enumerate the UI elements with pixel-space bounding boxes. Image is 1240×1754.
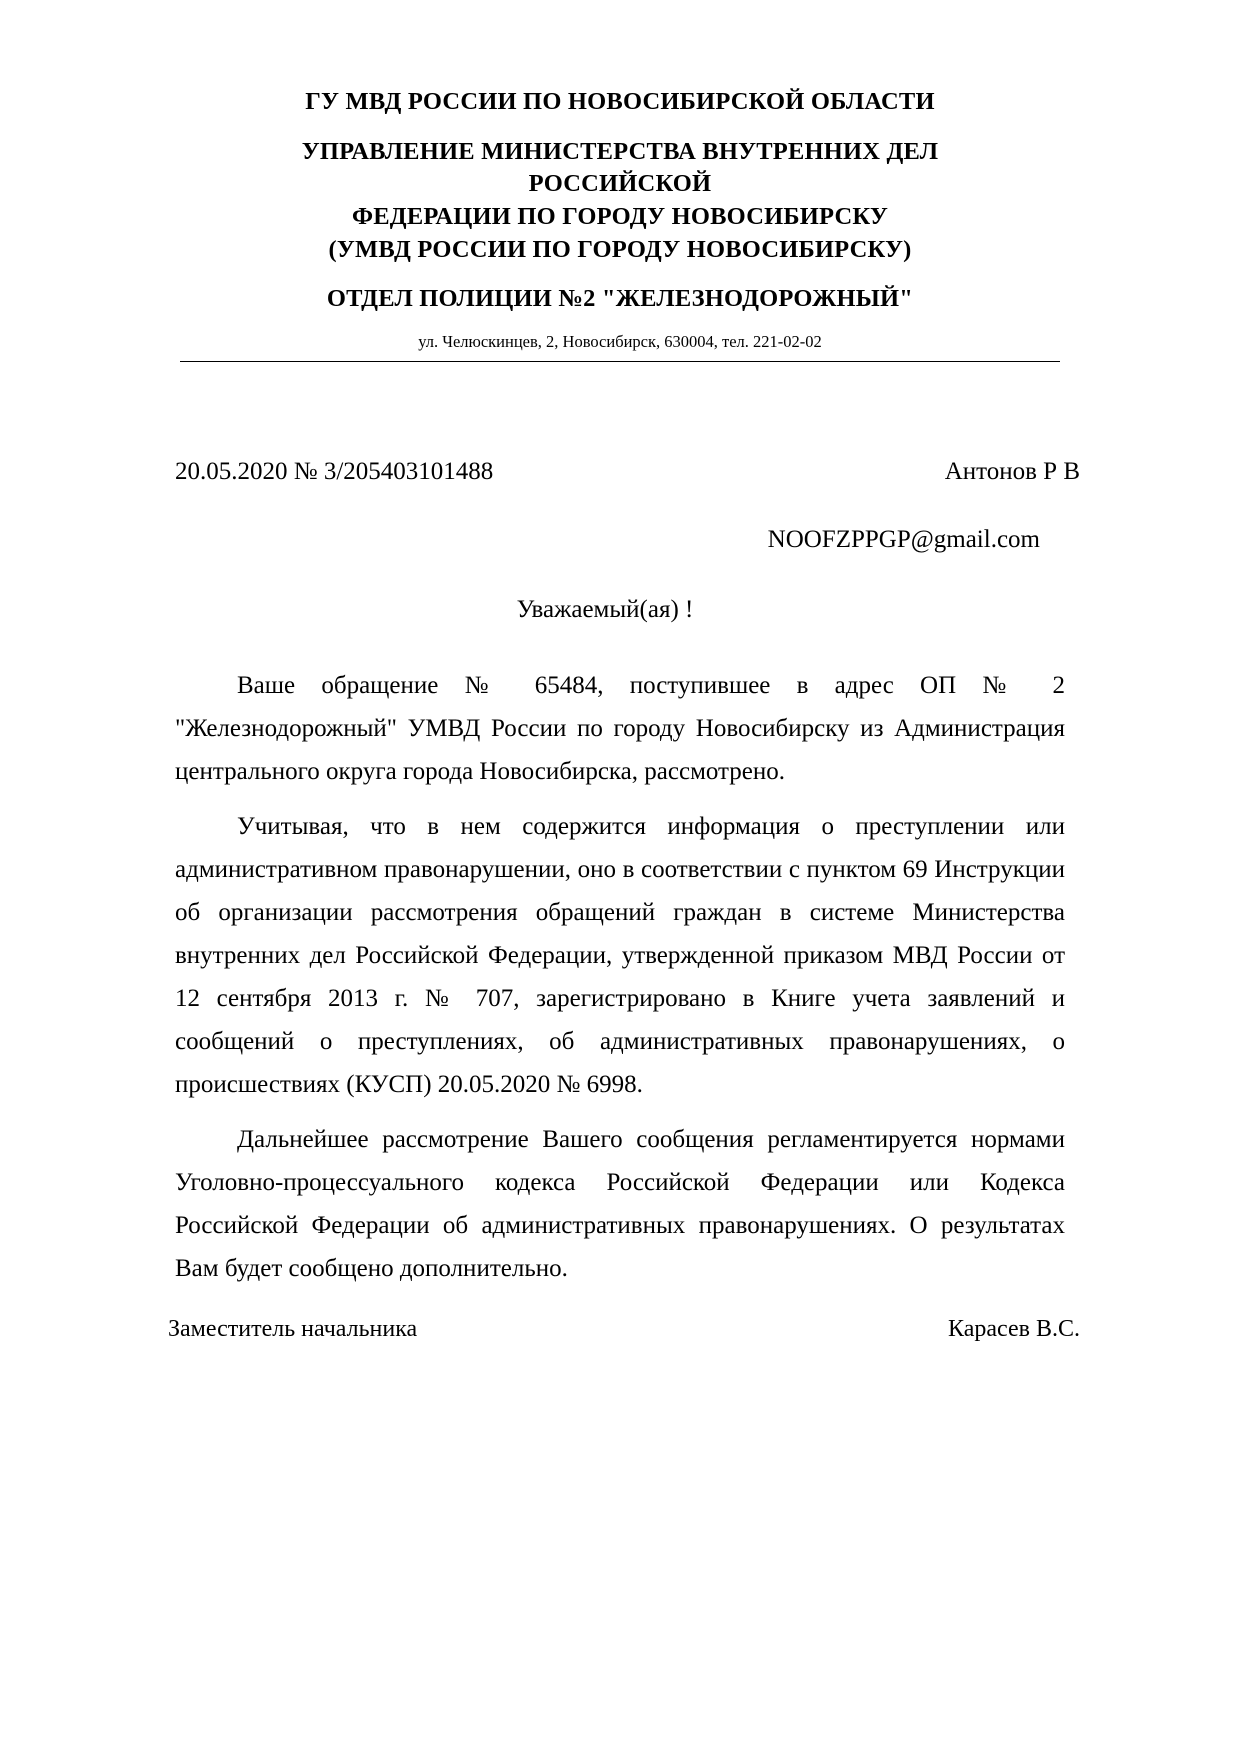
- body-paragraph-2: Учитывая, что в нем содержится информация о преступлении или административном правонарушении, оно в соответствии с пунктом 69 Инструкции об организации рассмотрения обращений граждан в системе Министерства внутренних дел Российской Федерации, утвержденной приказом МВД России от 12 сентября 2013 г. № 707, зарегистрировано в Книге учета заявлений и сообщений о преступлениях, об административных правонарушениях, о происшествиях (КУСП) 20.05.2020 № 6998.: [175, 812, 1065, 1098]
- letterhead-line-2: УПРАВЛЕНИЕ МИНИСТЕРСТВА ВНУТРЕННИХ ДЕЛ РОССИЙСКОЙ: [301, 138, 939, 197]
- letterhead-line-4: (УМВД РОССИИ ПО ГОРОДУ НОВОСИБИРСКУ): [328, 236, 912, 264]
- signatory-position: Заместитель начальника: [168, 1315, 418, 1342]
- addressee-email: NOOFZPPGP@gmail.com: [767, 525, 1040, 553]
- body-paragraph-3: Дальнейшее рассмотрение Вашего сообщения регламентируется нормами Уголовно-процессуального кодекса Российской Федерации или Кодекса Российской Федерации об административных правонарушениях. О результатах Вам будет сообщено дополнительно.: [175, 1125, 1065, 1282]
- salutation: Уважаемый(ая) !: [516, 595, 694, 623]
- letter-body: [0, 664, 1240, 1290]
- addressee-name: Антонов Р В: [944, 457, 1080, 485]
- letterhead-address: ул. Челюскинцев, 2, Новосибирск, 630004, тел. 221-02-02: [418, 332, 822, 352]
- signatory-name: Карасев В.С.: [948, 1315, 1080, 1342]
- body-paragraph-1: Ваше обращение № 65484, поступившее в адрес ОП № 2 "Железнодорожный" УМВД России по городу Новосибирску из Администрация центрального округа города Новосибирска, рассмотрено.: [175, 671, 1065, 785]
- signature-block: [0, 1316, 1240, 1343]
- letterhead-line-1: ГУ МВД РОССИИ ПО НОВОСИБИРСКОЙ ОБЛАСТИ: [305, 88, 935, 115]
- document-date-number: 20.05.2020 № 3/205403101488: [175, 457, 494, 485]
- letterhead: [0, 0, 1240, 352]
- document-meta: [0, 458, 1240, 486]
- letterhead-line-5: ОТДЕЛ ПОЛИЦИИ №2 "ЖЕЛЕЗНОДОРОЖНЫЙ": [326, 284, 914, 312]
- letterhead-line-3: ФЕДЕРАЦИИ ПО ГОРОДУ НОВОСИБИРСКУ: [351, 203, 889, 231]
- header-divider: [180, 361, 1060, 362]
